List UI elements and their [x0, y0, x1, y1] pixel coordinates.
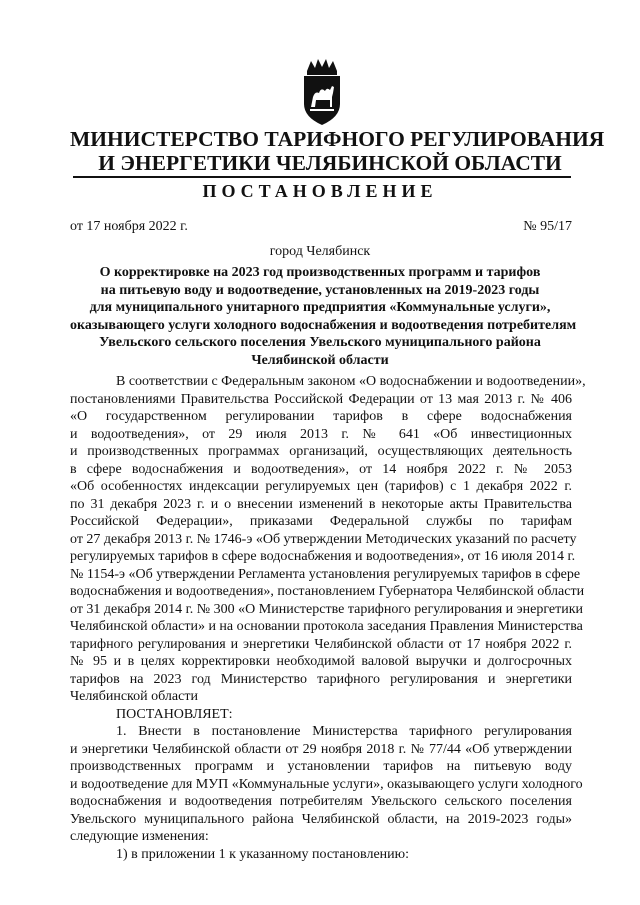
body-line: в сфере водоснабжения и водоотведения», от 14 ноября 2022 г. № 2053: [70, 461, 572, 477]
body-line: и энергетики Челябинской области от 29 ноября 2018 г. № 77/44 «Об утверждении: [70, 741, 572, 757]
decree-number: № 95/17: [523, 219, 572, 234]
coat-of-arms-icon: [299, 57, 345, 127]
title-line: Увельского сельского поселения Увельского муниципального района: [99, 335, 541, 351]
body-line: производственных программ и установлении тарифов на питьевую воду: [70, 759, 572, 774]
body-line: от 27 декабря 2013 г. № 1746-э «Об утверждении Методических указаний по расчету: [70, 531, 577, 547]
ministry-name: [70, 127, 605, 175]
header-divider: [73, 176, 571, 178]
body-line: водоснабжения и водоотведения», постановлением Губернатора Челябинской области: [70, 584, 585, 599]
title-line: оказывающего услуги холодного водоснабжения и водоотведения потребителям: [70, 317, 577, 333]
body-line: Российской Федерации», приказами Федеральной службы по тарифам: [70, 514, 572, 529]
body-line: следующие изменения:: [70, 829, 209, 844]
body-line: «Об особенностях индексации регулируемых цен (тарифов) с 1 декабря 2022 г.: [70, 479, 572, 494]
body-line: тарифов на 2023 год Министерство тарифного регулирования и энергетики: [70, 671, 572, 687]
body-line: по 31 декабря 2023 г. и о внесении изменений в некоторые акты Правительства: [70, 496, 572, 512]
ministry-line-2: И ЭНЕРГЕТИКИ ЧЕЛЯБИНСКОЙ ОБЛАСТИ: [98, 151, 562, 175]
decree-title: [70, 264, 577, 370]
body-line: регулируемых тарифов в сфере водоснабжения и водоотведения», от 16 июля 2014 г.: [70, 549, 576, 564]
body-line: тарифного регулирования и энергетики Челябинской области от 17 ноября 2022 г.: [70, 636, 572, 652]
body-line: водоснабжения и водоотведения потребителям Увельского сельского поселения: [70, 794, 572, 809]
title-line: О корректировке на 2023 год производственных программ и тарифов: [99, 265, 541, 280]
body-line: № 1154-э «Об утверждении Регламента установления регулируемых тарифов в сфере: [70, 566, 581, 582]
city: город Челябинск: [269, 244, 371, 259]
ministry-line-1: МИНИСТЕРСТВО ТАРИФНОГО РЕГУЛИРОВАНИЯ: [70, 127, 605, 151]
title-line: Челябинской области: [251, 352, 389, 368]
title-line: для муниципального унитарного предприятия «Коммунальные услуги»,: [89, 300, 551, 316]
body-line: 1. Внести в постановление Министерства тарифного регулирования: [116, 724, 572, 739]
body-line: Увельского муниципального района Челябинской области, на 2019-2023 годы»: [70, 811, 572, 827]
body-line: и водоотведения», от 29 июля 2013 г. № 641 «Об инвестиционных: [70, 426, 572, 442]
body-line: от 31 декабря 2014 г. № 300 «О Министерстве тарифного регулирования и энергетики: [70, 601, 584, 617]
body-line: 1) в приложении 1 к указанному постановлению:: [116, 846, 410, 862]
body-line: Челябинской области» и на основании протокола заседания Правления Министерства: [70, 619, 583, 634]
body-line: Челябинской области: [70, 689, 198, 704]
document-type: ПОСТАНОВЛЕНИЕ: [202, 181, 438, 201]
resolves-heading: ПОСТАНОВЛЯЕТ:: [116, 706, 233, 722]
body-line: и производственных программах организаций, осуществляющих деятельность: [70, 444, 572, 459]
decree-date: от 17 ноября 2022 г.: [70, 219, 188, 234]
title-line: на питьевую воду и водоотведение, установленных на 2019-2023 годы: [100, 282, 540, 298]
body-line: «О государственном регулировании тарифов в сфере водоснабжения: [70, 409, 572, 424]
decree-body: [70, 373, 586, 863]
body-line: В соответствии с Федеральным законом «О водоснабжении и водоотведении»,: [116, 374, 586, 389]
body-line: постановлениями Правительства Российской Федерации от 13 мая 2013 г. № 406: [70, 391, 572, 407]
body-line: № 95 и в целях корректировки необходимой валовой выручки и долгосрочных: [70, 654, 572, 669]
body-line: и водоотведение для МУП «Коммунальные услуги», оказывающего услуги холодного: [70, 776, 583, 792]
